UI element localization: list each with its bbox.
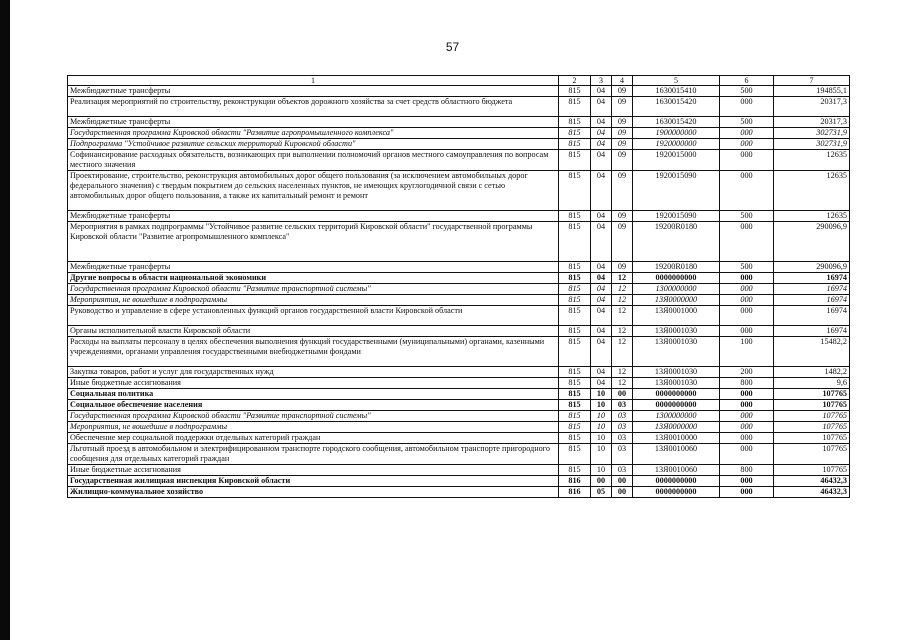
cell-name: Межбюджетные трансферты (68, 262, 559, 273)
cell-section: 04 (591, 211, 612, 222)
table-row (68, 400, 850, 411)
page-number: 57 (445, 40, 460, 54)
cell-expense-type: 000 (720, 487, 774, 498)
cell-ved: 815 (559, 326, 591, 337)
cell-expense-type: 000 (720, 400, 774, 411)
table-row (68, 273, 850, 284)
cell-name: Социальное обеспечение населения (68, 400, 559, 411)
cell-amount: 16974 (774, 295, 850, 306)
cell-ved: 815 (559, 444, 591, 465)
cell-expense-type: 000 (720, 433, 774, 444)
cell-amount: 1482,2 (774, 367, 850, 378)
cell-name: Органы исполнительной власти Кировской области (68, 326, 559, 337)
cell-subsection: 03 (612, 422, 633, 433)
cell-target-article: 0000000000 (633, 487, 720, 498)
cell-subsection: 09 (612, 128, 633, 139)
cell-section: 04 (591, 326, 612, 337)
table-row (68, 444, 850, 465)
cell-amount: 16974 (774, 326, 850, 337)
cell-amount: 9,6 (774, 378, 850, 389)
cell-name: Государственная программа Кировской области "Развитие транспортной системы" (68, 284, 559, 295)
cell-subsection: 00 (612, 487, 633, 498)
cell-amount: 107765 (774, 422, 850, 433)
table-row (68, 284, 850, 295)
cell-section: 10 (591, 465, 612, 476)
cell-expense-type: 000 (720, 128, 774, 139)
cell-subsection: 09 (612, 86, 633, 97)
cell-name: Иные бюджетные ассигнования (68, 378, 559, 389)
cell-ved: 815 (559, 337, 591, 367)
cell-target-article: 13Я0001030 (633, 378, 720, 389)
table-row (68, 262, 850, 273)
cell-section: 04 (591, 128, 612, 139)
cell-name: Государственная программа Кировской области "Развитие транспортной системы" (68, 411, 559, 422)
table-header-row (68, 76, 850, 86)
cell-expense-type: 500 (720, 86, 774, 97)
cell-target-article: 13Я0010000 (633, 433, 720, 444)
cell-target-article: 13Я0001000 (633, 306, 720, 326)
cell-name: Софинансирование расходных обязательств, возникающих при выполнении полномочий органов местного самоуправления по вопросам местного значения (68, 150, 559, 171)
cell-section: 04 (591, 171, 612, 211)
cell-expense-type: 000 (720, 389, 774, 400)
cell-target-article: 0000000000 (633, 476, 720, 487)
cell-target-article: 13Я0001030 (633, 367, 720, 378)
cell-target-article: 13Я0010060 (633, 444, 720, 465)
cell-expense-type: 000 (720, 150, 774, 171)
cell-subsection: 09 (612, 117, 633, 128)
cell-name: Другие вопросы в области национальной экономики (68, 273, 559, 284)
cell-amount: 302731,9 (774, 128, 850, 139)
cell-subsection: 03 (612, 400, 633, 411)
cell-target-article: 1900000000 (633, 128, 720, 139)
cell-subsection: 12 (612, 273, 633, 284)
cell-name: Мероприятия, не вошедшие в подпрограммы (68, 422, 559, 433)
cell-ved: 815 (559, 367, 591, 378)
table-row (68, 411, 850, 422)
cell-target-article: 13Я0010060 (633, 465, 720, 476)
cell-section: 04 (591, 306, 612, 326)
cell-amount: 302731,9 (774, 139, 850, 150)
table-row (68, 150, 850, 171)
table-row (68, 389, 850, 400)
cell-name: Расходы на выплаты персоналу в целях обеспечения выполнения функций государственными (муниципальными) органами, казенными учреждениями, органами управления государственными внебюджетными фондами (68, 337, 559, 367)
cell-name: Руководство и управление в сфере установленных функций органов государственной власти Кировской области (68, 306, 559, 326)
cell-expense-type: 000 (720, 273, 774, 284)
cell-ved: 815 (559, 139, 591, 150)
cell-ved: 815 (559, 411, 591, 422)
cell-target-article: 1920015090 (633, 211, 720, 222)
cell-section: 10 (591, 444, 612, 465)
cell-target-article: 19200R0180 (633, 222, 720, 262)
cell-section: 04 (591, 262, 612, 273)
cell-target-article: 13Я0000000 (633, 295, 720, 306)
cell-section: 10 (591, 422, 612, 433)
cell-amount: 12635 (774, 150, 850, 171)
cell-name: Межбюджетные трансферты (68, 211, 559, 222)
cell-expense-type: 000 (720, 306, 774, 326)
cell-amount: 15482,2 (774, 337, 850, 367)
cell-name: Закупка товаров, работ и услуг для государственных нужд (68, 367, 559, 378)
cell-ved: 815 (559, 211, 591, 222)
cell-expense-type: 000 (720, 411, 774, 422)
table-row (68, 337, 850, 367)
cell-subsection: 09 (612, 262, 633, 273)
header-cell-4: 4 (612, 76, 633, 86)
cell-section: 10 (591, 411, 612, 422)
cell-amount: 16974 (774, 284, 850, 295)
cell-target-article: 19200R0180 (633, 262, 720, 273)
cell-name: Межбюджетные трансферты (68, 86, 559, 97)
cell-name: Обеспечение мер социальной поддержки отдельных категорий граждан (68, 433, 559, 444)
cell-subsection: 09 (612, 150, 633, 171)
cell-name: Государственная жилищная инспекция Кировской области (68, 476, 559, 487)
table-row (68, 465, 850, 476)
cell-amount: 16974 (774, 306, 850, 326)
table-row (68, 306, 850, 326)
cell-section: 10 (591, 389, 612, 400)
cell-target-article: 1630015410 (633, 86, 720, 97)
cell-expense-type: 800 (720, 378, 774, 389)
table-row (68, 139, 850, 150)
cell-ved: 815 (559, 86, 591, 97)
table-row (68, 367, 850, 378)
cell-ved: 815 (559, 117, 591, 128)
cell-expense-type: 000 (720, 171, 774, 211)
cell-target-article: 13Я0000000 (633, 422, 720, 433)
cell-amount: 107765 (774, 444, 850, 465)
table-row (68, 86, 850, 97)
budget-table (67, 75, 850, 498)
table-row (68, 117, 850, 128)
cell-name: Проектирование, строительство, реконструкция автомобильных дорог общего пользования (за исключением автомобильных дорог федерального значения) с твердым покрытием до сельских населенных пунктов, не имеющих круглогодичной связи с сетью автомобильных дорог общего пользования, а также их капитальный ремонт и ремонт (68, 171, 559, 211)
cell-expense-type: 100 (720, 337, 774, 367)
cell-section: 04 (591, 139, 612, 150)
cell-ved: 816 (559, 476, 591, 487)
cell-section: 04 (591, 295, 612, 306)
header-cell-7: 7 (774, 76, 850, 86)
cell-target-article: 0000000000 (633, 389, 720, 400)
table-row (68, 422, 850, 433)
cell-amount: 12635 (774, 171, 850, 211)
cell-ved: 815 (559, 400, 591, 411)
cell-target-article: 1920015000 (633, 150, 720, 171)
cell-section: 04 (591, 222, 612, 262)
cell-expense-type: 000 (720, 139, 774, 150)
cell-subsection: 03 (612, 444, 633, 465)
cell-amount: 46432,3 (774, 487, 850, 498)
cell-subsection: 09 (612, 97, 633, 117)
cell-ved: 815 (559, 433, 591, 444)
cell-amount: 107765 (774, 400, 850, 411)
cell-amount: 107765 (774, 389, 850, 400)
cell-section: 05 (591, 487, 612, 498)
cell-subsection: 12 (612, 295, 633, 306)
cell-subsection: 09 (612, 222, 633, 262)
cell-section: 04 (591, 367, 612, 378)
cell-subsection: 09 (612, 139, 633, 150)
cell-subsection: 00 (612, 389, 633, 400)
cell-target-article: 1300000000 (633, 284, 720, 295)
cell-expense-type: 500 (720, 117, 774, 128)
cell-name: Социальная политика (68, 389, 559, 400)
cell-amount: 194855,1 (774, 86, 850, 97)
cell-section: 04 (591, 97, 612, 117)
cell-target-article: 13Я0001030 (633, 326, 720, 337)
cell-ved: 815 (559, 378, 591, 389)
cell-expense-type: 000 (720, 284, 774, 295)
cell-expense-type: 500 (720, 211, 774, 222)
cell-ved: 815 (559, 284, 591, 295)
table-row (68, 326, 850, 337)
cell-section: 04 (591, 86, 612, 97)
cell-subsection: 09 (612, 211, 633, 222)
cell-expense-type: 000 (720, 97, 774, 117)
cell-name: Реализация мероприятий по строительству, реконструкции объектов дорожного хозяйства за счет средств областного бюджета (68, 97, 559, 117)
cell-target-article: 1630015420 (633, 97, 720, 117)
cell-target-article: 0000000000 (633, 273, 720, 284)
cell-name: Межбюджетные трансферты (68, 117, 559, 128)
cell-subsection: 12 (612, 367, 633, 378)
cell-amount: 107765 (774, 465, 850, 476)
header-cell-3: 3 (591, 76, 612, 86)
cell-amount: 12635 (774, 211, 850, 222)
cell-name: Иные бюджетные ассигнования (68, 465, 559, 476)
cell-section: 04 (591, 117, 612, 128)
cell-ved: 816 (559, 487, 591, 498)
cell-expense-type: 000 (720, 422, 774, 433)
cell-target-article: 13Я0001030 (633, 337, 720, 367)
table-row (68, 128, 850, 139)
cell-subsection: 12 (612, 306, 633, 326)
table-row (68, 487, 850, 498)
cell-target-article: 1630015420 (633, 117, 720, 128)
cell-amount: 290096,9 (774, 262, 850, 273)
cell-section: 04 (591, 337, 612, 367)
cell-amount: 20317,3 (774, 97, 850, 117)
cell-expense-type: 000 (720, 476, 774, 487)
header-cell-5: 5 (633, 76, 720, 86)
cell-subsection: 03 (612, 411, 633, 422)
cell-amount: 107765 (774, 411, 850, 422)
cell-section: 00 (591, 476, 612, 487)
table-body (68, 86, 850, 498)
cell-amount: 107765 (774, 433, 850, 444)
table-row (68, 476, 850, 487)
cell-section: 04 (591, 150, 612, 171)
cell-expense-type: 000 (720, 326, 774, 337)
cell-ved: 815 (559, 465, 591, 476)
cell-amount: 46432,3 (774, 476, 850, 487)
cell-subsection: 12 (612, 284, 633, 295)
cell-ved: 815 (559, 150, 591, 171)
cell-expense-type: 000 (720, 222, 774, 262)
table-row (68, 378, 850, 389)
cell-section: 10 (591, 400, 612, 411)
cell-ved: 815 (559, 389, 591, 400)
cell-name: Государственная программа Кировской области "Развитие агропромышленного комплекса" (68, 128, 559, 139)
cell-ved: 815 (559, 306, 591, 326)
header-cell-1: 1 (68, 76, 559, 86)
cell-name: Жилищно-коммунальное хозяйство (68, 487, 559, 498)
cell-subsection: 12 (612, 378, 633, 389)
cell-expense-type: 000 (720, 444, 774, 465)
cell-name: Подпрограмма "Устойчивое развитие сельских территорий Кировской области" (68, 139, 559, 150)
cell-target-article: 1300000000 (633, 411, 720, 422)
cell-ved: 815 (559, 128, 591, 139)
cell-amount: 20317,3 (774, 117, 850, 128)
cell-name: Мероприятия, не вошедшие в подпрограммы (68, 295, 559, 306)
cell-expense-type: 800 (720, 465, 774, 476)
cell-ved: 815 (559, 262, 591, 273)
table-row (68, 295, 850, 306)
cell-target-article: 0000000000 (633, 400, 720, 411)
cell-subsection: 00 (612, 476, 633, 487)
cell-ved: 815 (559, 295, 591, 306)
cell-expense-type: 500 (720, 262, 774, 273)
cell-subsection: 03 (612, 465, 633, 476)
cell-ved: 815 (559, 97, 591, 117)
cell-subsection: 12 (612, 337, 633, 367)
cell-amount: 16974 (774, 273, 850, 284)
header-cell-2: 2 (559, 76, 591, 86)
header-cell-6: 6 (720, 76, 774, 86)
cell-section: 04 (591, 378, 612, 389)
cell-section: 04 (591, 273, 612, 284)
table-row (68, 171, 850, 211)
cell-subsection: 12 (612, 326, 633, 337)
cell-name: Мероприятия в рамках подпрограммы "Устойчивое развитие сельских территорий Кировской области" государственной программы Кировской области "Развитие агропромышленного комплекса" (68, 222, 559, 262)
cell-expense-type: 200 (720, 367, 774, 378)
cell-expense-type: 000 (720, 295, 774, 306)
table-row (68, 433, 850, 444)
table-row (68, 211, 850, 222)
cell-target-article: 1920015090 (633, 171, 720, 211)
cell-amount: 290096,9 (774, 222, 850, 262)
table-row (68, 97, 850, 117)
cell-subsection: 03 (612, 433, 633, 444)
scan-edge-bar (0, 0, 10, 640)
cell-name: Льготный проезд в автомобильном и электрифицированном транспорте городского сообщения, автомобильном транспорте пригородного сообщения для отдельных категорий граждан (68, 444, 559, 465)
cell-subsection: 09 (612, 171, 633, 211)
cell-ved: 815 (559, 273, 591, 284)
cell-ved: 815 (559, 222, 591, 262)
table-row (68, 222, 850, 262)
cell-target-article: 1920000000 (633, 139, 720, 150)
cell-ved: 815 (559, 422, 591, 433)
cell-ved: 815 (559, 171, 591, 211)
cell-section: 10 (591, 433, 612, 444)
cell-section: 04 (591, 284, 612, 295)
